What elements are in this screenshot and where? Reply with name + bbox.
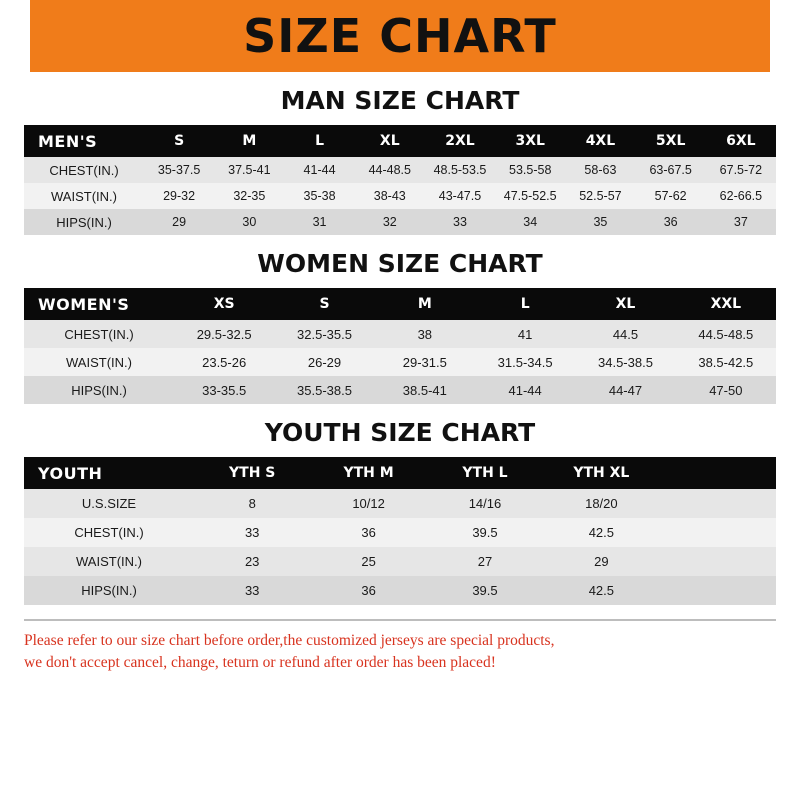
table-row: [24, 157, 776, 183]
cell: 41-44: [475, 376, 575, 404]
cell: 57-62: [636, 183, 706, 209]
section-men: [24, 86, 776, 235]
col-header: 6XL: [706, 125, 776, 157]
cell: 35.5-38.5: [274, 376, 374, 404]
table-row: [24, 376, 776, 404]
footer-note: [24, 619, 776, 675]
cell: [660, 489, 776, 518]
cell: 33-35.5: [174, 376, 274, 404]
cell: 32: [355, 209, 425, 235]
row-label: HIPS(IN.): [24, 209, 144, 235]
cell: 36: [310, 518, 426, 547]
col-header: 3XL: [495, 125, 565, 157]
col-header-corner: WOMEN'S: [24, 288, 174, 320]
table-row: [24, 288, 776, 320]
cell: 31.5-34.5: [475, 348, 575, 376]
col-header-corner: MEN'S: [24, 125, 144, 157]
table-row: [24, 125, 776, 157]
cell: 47.5-52.5: [495, 183, 565, 209]
table-men-head: [24, 125, 776, 157]
col-header: XXL: [676, 288, 776, 320]
cell: 39.5: [427, 576, 543, 605]
col-header: 4XL: [565, 125, 635, 157]
cell: [660, 518, 776, 547]
row-label: HIPS(IN.): [24, 576, 194, 605]
table-row: [24, 320, 776, 348]
cell: 48.5-53.5: [425, 157, 495, 183]
cell: 52.5-57: [565, 183, 635, 209]
cell: 38-43: [355, 183, 425, 209]
cell: 47-50: [676, 376, 776, 404]
row-label: WAIST(IN.): [24, 183, 144, 209]
cell: 44-47: [575, 376, 675, 404]
footer-note-line-2: we don't accept cancel, change, teturn or refund after order has been placed!: [24, 654, 496, 672]
table-row: [24, 209, 776, 235]
cell: 29.5-32.5: [174, 320, 274, 348]
cell: 29-32: [144, 183, 214, 209]
table-men: [24, 125, 776, 235]
cell: 37.5-41: [214, 157, 284, 183]
cell: 38.5-42.5: [676, 348, 776, 376]
row-label: CHEST(IN.): [24, 157, 144, 183]
cell: 58-63: [565, 157, 635, 183]
table-women-head: [24, 288, 776, 320]
cell: 35-38: [284, 183, 354, 209]
col-header: 2XL: [425, 125, 495, 157]
cell: 42.5: [543, 518, 659, 547]
row-label: WAIST(IN.): [24, 348, 174, 376]
cell: 39.5: [427, 518, 543, 547]
col-header: XL: [355, 125, 425, 157]
cell: 30: [214, 209, 284, 235]
col-header: S: [144, 125, 214, 157]
cell: 34: [495, 209, 565, 235]
cell: 26-29: [274, 348, 374, 376]
table-row: [24, 518, 776, 547]
cell: 25: [310, 547, 426, 576]
table-youth-head: [24, 457, 776, 489]
cell: 42.5: [543, 576, 659, 605]
table-youth: [24, 457, 776, 605]
section-title-women: WOMEN SIZE CHART: [257, 249, 543, 278]
row-label: CHEST(IN.): [24, 518, 194, 547]
col-header: [660, 457, 776, 489]
cell: 32-35: [214, 183, 284, 209]
cell: 10/12: [310, 489, 426, 518]
row-label: CHEST(IN.): [24, 320, 174, 348]
cell: 44.5-48.5: [676, 320, 776, 348]
cell: 41-44: [284, 157, 354, 183]
cell: 36: [636, 209, 706, 235]
table-row: [24, 348, 776, 376]
cell: 29: [144, 209, 214, 235]
cell: 33: [425, 209, 495, 235]
cell: 31: [284, 209, 354, 235]
cell: 8: [194, 489, 310, 518]
section-title-men: MAN SIZE CHART: [280, 86, 520, 115]
table-row: [24, 183, 776, 209]
table-women-body: [24, 320, 776, 404]
table-row: [24, 489, 776, 518]
cell: 53.5-58: [495, 157, 565, 183]
content: [0, 86, 800, 675]
cell: 41: [475, 320, 575, 348]
cell: 32.5-35.5: [274, 320, 374, 348]
table-women: [24, 288, 776, 404]
cell: 43-47.5: [425, 183, 495, 209]
cell: 35: [565, 209, 635, 235]
table-row: [24, 547, 776, 576]
cell: 34.5-38.5: [575, 348, 675, 376]
cell: 23: [194, 547, 310, 576]
row-label: U.S.SIZE: [24, 489, 194, 518]
cell: 18/20: [543, 489, 659, 518]
col-header: 5XL: [636, 125, 706, 157]
cell: 29-31.5: [375, 348, 475, 376]
section-title-youth: YOUTH SIZE CHART: [264, 418, 536, 447]
table-row: [24, 457, 776, 489]
cell: 38: [375, 320, 475, 348]
footer-note-line-1: Please refer to our size chart before order,the customized jerseys are special products,: [24, 632, 555, 649]
cell: 23.5-26: [174, 348, 274, 376]
table-row: [24, 576, 776, 605]
col-header: YTH XL: [543, 457, 659, 489]
cell: 38.5-41: [375, 376, 475, 404]
row-label: WAIST(IN.): [24, 547, 194, 576]
cell: 63-67.5: [636, 157, 706, 183]
cell: [660, 547, 776, 576]
cell: [660, 576, 776, 605]
cell: 44.5: [575, 320, 675, 348]
col-header: XS: [174, 288, 274, 320]
col-header: L: [284, 125, 354, 157]
cell: 14/16: [427, 489, 543, 518]
col-header: YTH M: [310, 457, 426, 489]
section-youth: [24, 418, 776, 605]
table-men-body: [24, 157, 776, 235]
cell: 37: [706, 209, 776, 235]
col-header: L: [475, 288, 575, 320]
table-youth-body: [24, 489, 776, 605]
col-header: M: [375, 288, 475, 320]
cell: 36: [310, 576, 426, 605]
cell: 44-48.5: [355, 157, 425, 183]
cell: 27: [427, 547, 543, 576]
col-header: YTH S: [194, 457, 310, 489]
col-header: M: [214, 125, 284, 157]
cell: 33: [194, 518, 310, 547]
col-header: S: [274, 288, 374, 320]
col-header-corner: YOUTH: [24, 457, 194, 489]
cell: 62-66.5: [706, 183, 776, 209]
cell: 35-37.5: [144, 157, 214, 183]
row-label: HIPS(IN.): [24, 376, 174, 404]
col-header: YTH L: [427, 457, 543, 489]
col-header: XL: [575, 288, 675, 320]
section-women: [24, 249, 776, 404]
cell: 29: [543, 547, 659, 576]
cell: 33: [194, 576, 310, 605]
banner: [0, 0, 800, 72]
page-title: SIZE CHART: [243, 9, 557, 63]
cell: 67.5-72: [706, 157, 776, 183]
